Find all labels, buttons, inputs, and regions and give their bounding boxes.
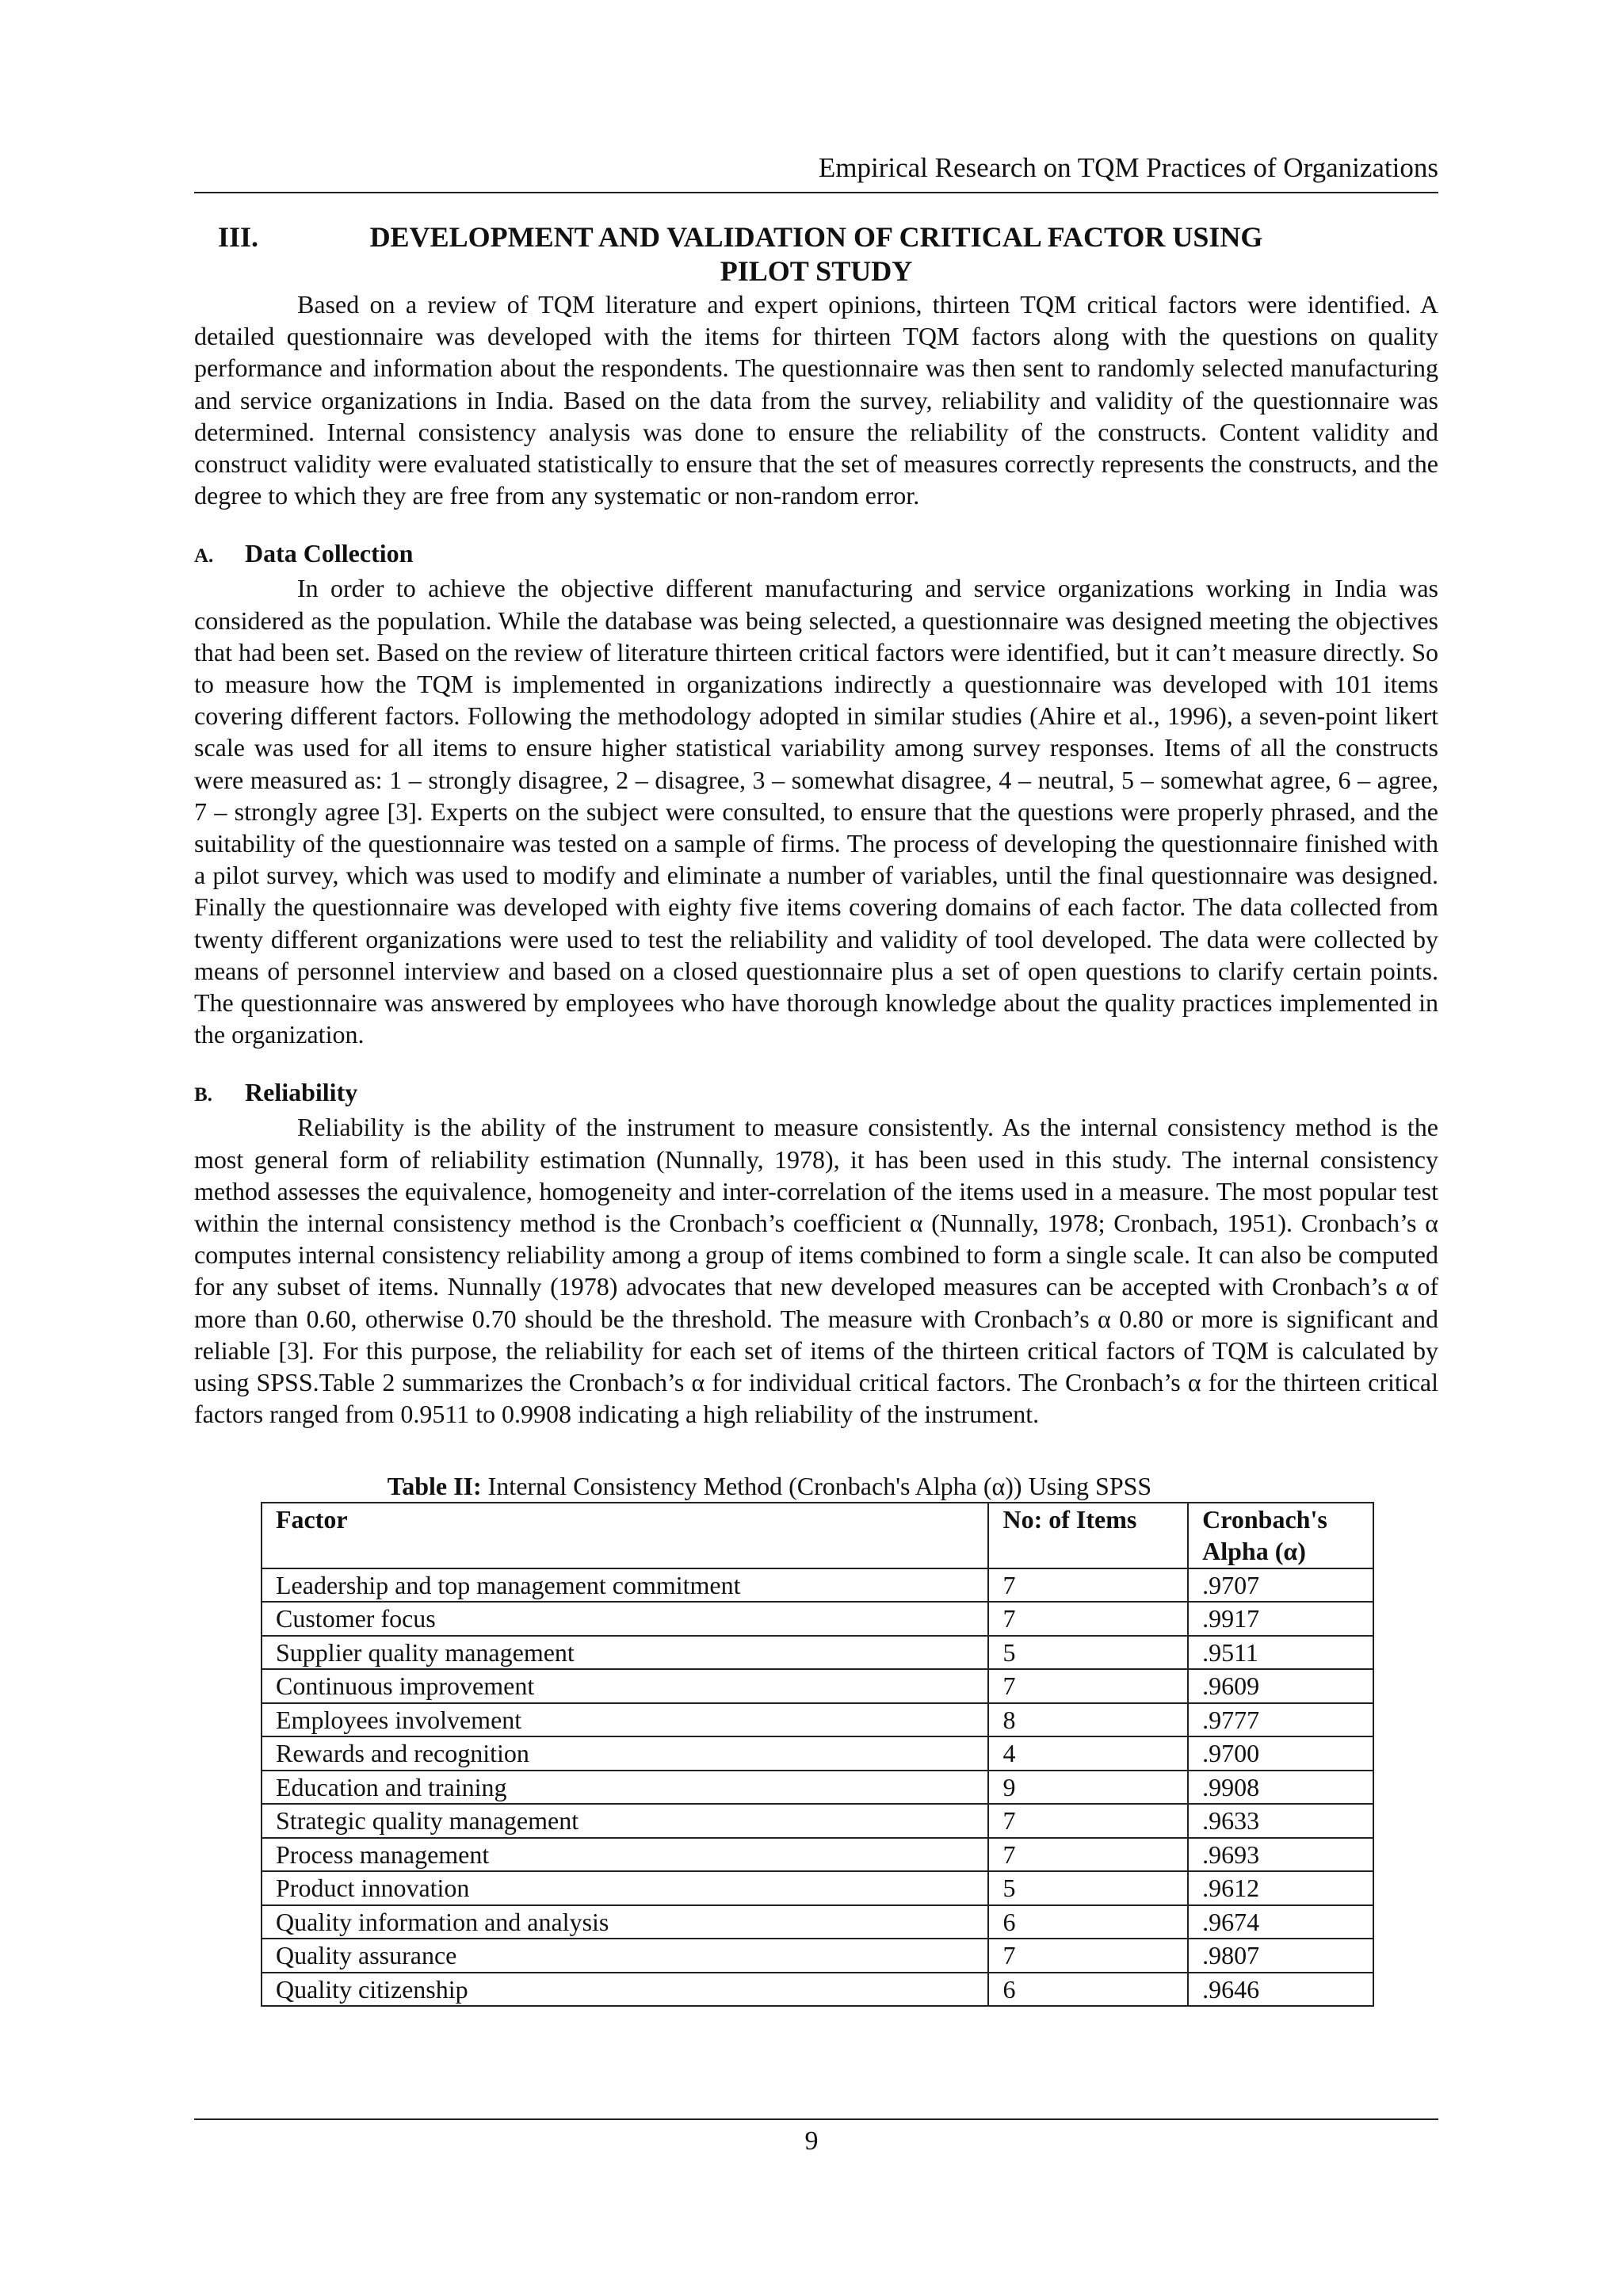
data-collection-paragraph: In order to achieve the objective different manufacturing and service organizations working in India was considered as the population. While the database was being selected, a questionnaire was designed meeting the objectives that had been set. Based on the review of literature thirteen critical factors were identified, but it can’t measure directly. So to measure how the TQM is implemented in organizations indirectly a questionnaire was developed with 101 items covering different factors. Following the methodology adopted in similar studies (Ahire et al., 1996), a seven-point likert scale was used for all items to ensure higher statistical variability among survey responses. Items of all the constructs were measured as: 1 – strongly disagree, 2 – disagree, 3 – somewhat disagree, 4 – neutral, 5 – somewhat agree, 6 – agree, 7 – strongly agree [3]. Experts on the subject were consulted, to ensure that the questions were properly phrased, and the suitability of the questionnaire was tested on a sample of firms. The process of developing the questionnaire finished with a pilot survey, which was used to modify and eliminate a number of variables, until the final questionnaire was designed. Finally the questionnaire was developed with eighty five items covering domains of each factor. The data collected from twenty different organizations were used to test the reliability and validity of tool developed. The data were collected by means of personnel interview and based on a closed questionnaire plus a set of open questions to clarify certain points. The questionnaire was answered by employees who have thorough knowledge about the quality practices implemented in the organization. — [194, 574, 1438, 1049]
reliability-paragraph: Reliability is the ability of the instrument to measure consistently. As the internal consistency method is the most general form of reliability estimation (Nunnally, 1978), it has been used in this study. The internal consistency method assesses the equivalence, homogeneity and inter-correlation of the items used in a measure. The most popular test within the internal consistency method is the Cronbach’s coefficient α (Nunnally, 1978; Cronbach, 1951). Cronbach’s α computes internal consistency reliability among a group of items combined to form a single scale. It can also be computed for any subset of items. Nunnally (1978) advocates that new developed measures can be accepted with Cronbach’s α of more than 0.60, otherwise 0.70 should be the threshold. The measure with Cronbach’s α 0.80 or more is significant and reliable [3]. For this purpose, the reliability for each set of items of the thirteen critical factors of TQM is calculated by using SPSS.Table 2 summarizes the Cronbach’s α for individual critical factors. The Cronbach’s α for the thirteen critical factors ranged from 0.9511 to 0.9908 indicating a high reliability of the instrument. — [194, 1113, 1438, 1429]
factor-cell: Continuous improvement — [262, 1669, 988, 1703]
factor-cell: Quality citizenship — [262, 1973, 988, 2007]
page-content — [194, 220, 1438, 2007]
alpha-cell: .9777 — [1188, 1703, 1373, 1737]
item-count-cell: 7 — [988, 1568, 1188, 1603]
subsection-letter: B. — [194, 1084, 212, 1106]
factor-cell: Quality assurance — [262, 1939, 988, 1973]
item-count-cell: 5 — [988, 1871, 1188, 1905]
table-row — [262, 1736, 1373, 1771]
factor-cell: Quality information and analysis — [262, 1905, 988, 1939]
table-row — [262, 1905, 1373, 1939]
item-count-cell: 7 — [988, 1602, 1188, 1636]
subsection-letter: A. — [194, 545, 214, 567]
alpha-cell: .9511 — [1188, 1636, 1373, 1670]
footer-rule — [194, 2118, 1438, 2120]
factor-cell: Customer focus — [262, 1602, 988, 1636]
item-count-cell: 7 — [988, 1669, 1188, 1703]
factor-cell: Process management — [262, 1838, 988, 1872]
column-header: Factor — [262, 1503, 988, 1568]
factor-cell: Employees involvement — [262, 1703, 988, 1737]
table-caption — [194, 1470, 1438, 1502]
running-header: Empirical Research on TQM Practices of Organizations — [818, 152, 1438, 183]
section-heading — [194, 220, 1438, 288]
item-count-cell: 8 — [988, 1703, 1188, 1737]
item-count-cell: 9 — [988, 1771, 1188, 1805]
cronbach-alpha-table — [261, 1502, 1374, 2008]
subsection-title: Reliability — [245, 1078, 358, 1107]
section-number: III. — [218, 221, 259, 253]
alpha-cell: .9612 — [1188, 1871, 1373, 1905]
alpha-cell: .9693 — [1188, 1838, 1373, 1872]
header-rule — [194, 192, 1438, 193]
table-caption-text: Internal Consistency Method (Cronbach's Alpha (α)) Using SPSS — [487, 1471, 1152, 1500]
factor-cell: Supplier quality management — [262, 1636, 988, 1670]
alpha-cell: .9700 — [1188, 1736, 1373, 1771]
table-row — [262, 1871, 1373, 1905]
item-count-cell: 7 — [988, 1838, 1188, 1872]
table-row — [262, 1703, 1373, 1737]
table-row — [262, 1973, 1373, 2007]
factor-cell: Leadership and top management commitment — [262, 1568, 988, 1603]
alpha-cell: .9908 — [1188, 1771, 1373, 1805]
item-count-cell: 6 — [988, 1905, 1188, 1939]
section-intro-paragraph: Based on a review of TQM literature and expert opinions, thirteen TQM critical factors were identified. A detailed questionnaire was developed with the items for thirteen TQM factors along with the questions on quality performance and information about the respondents. The questionnaire was then sent to randomly selected manufacturing and service organizations in India. Based on the data from the survey, reliability and validity of the questionnaire was determined. Internal consistency analysis was done to ensure the reliability of the constructs. Content validity and construct validity were evaluated statistically to ensure that the set of measures correctly represents the constructs, and the degree to which they are free from any systematic or non-random error. — [194, 290, 1438, 510]
item-count-cell: 7 — [988, 1804, 1188, 1838]
alpha-cell: .9609 — [1188, 1669, 1373, 1703]
section-title: DEVELOPMENT AND VALIDATION OF CRITICAL FACTOR USING PILOT STUDY — [369, 221, 1263, 287]
table-row — [262, 1636, 1373, 1670]
subsection-title: Data Collection — [245, 539, 414, 568]
subsection-heading-reliability — [194, 1076, 1438, 1111]
alpha-cell: .9633 — [1188, 1804, 1373, 1838]
item-count-cell: 7 — [988, 1939, 1188, 1973]
table-row — [262, 1602, 1373, 1636]
table-row — [262, 1771, 1373, 1805]
item-count-cell: 6 — [988, 1973, 1188, 2007]
alpha-cell: .9674 — [1188, 1905, 1373, 1939]
column-header: Cronbach's Alpha (α) — [1188, 1503, 1373, 1568]
table-row — [262, 1804, 1373, 1838]
factor-cell: Rewards and recognition — [262, 1736, 988, 1771]
table-row — [262, 1568, 1373, 1603]
column-header: No: of Items — [988, 1503, 1188, 1568]
alpha-cell: .9917 — [1188, 1602, 1373, 1636]
alpha-cell: .9707 — [1188, 1568, 1373, 1603]
table-header-row — [262, 1503, 1373, 1568]
item-count-cell: 4 — [988, 1736, 1188, 1771]
table-caption-label: Table II: — [387, 1471, 482, 1500]
page-number: 9 — [804, 2126, 819, 2156]
alpha-cell: .9646 — [1188, 1973, 1373, 2007]
table-row — [262, 1669, 1373, 1703]
factor-cell: Product innovation — [262, 1871, 988, 1905]
factor-cell: Education and training — [262, 1771, 988, 1805]
table-row — [262, 1838, 1373, 1872]
alpha-cell: .9807 — [1188, 1939, 1373, 1973]
table-row — [262, 1939, 1373, 1973]
item-count-cell: 5 — [988, 1636, 1188, 1670]
table-body — [262, 1568, 1373, 2007]
subsection-heading-data-collection — [194, 537, 1438, 572]
factor-cell: Strategic quality management — [262, 1804, 988, 1838]
